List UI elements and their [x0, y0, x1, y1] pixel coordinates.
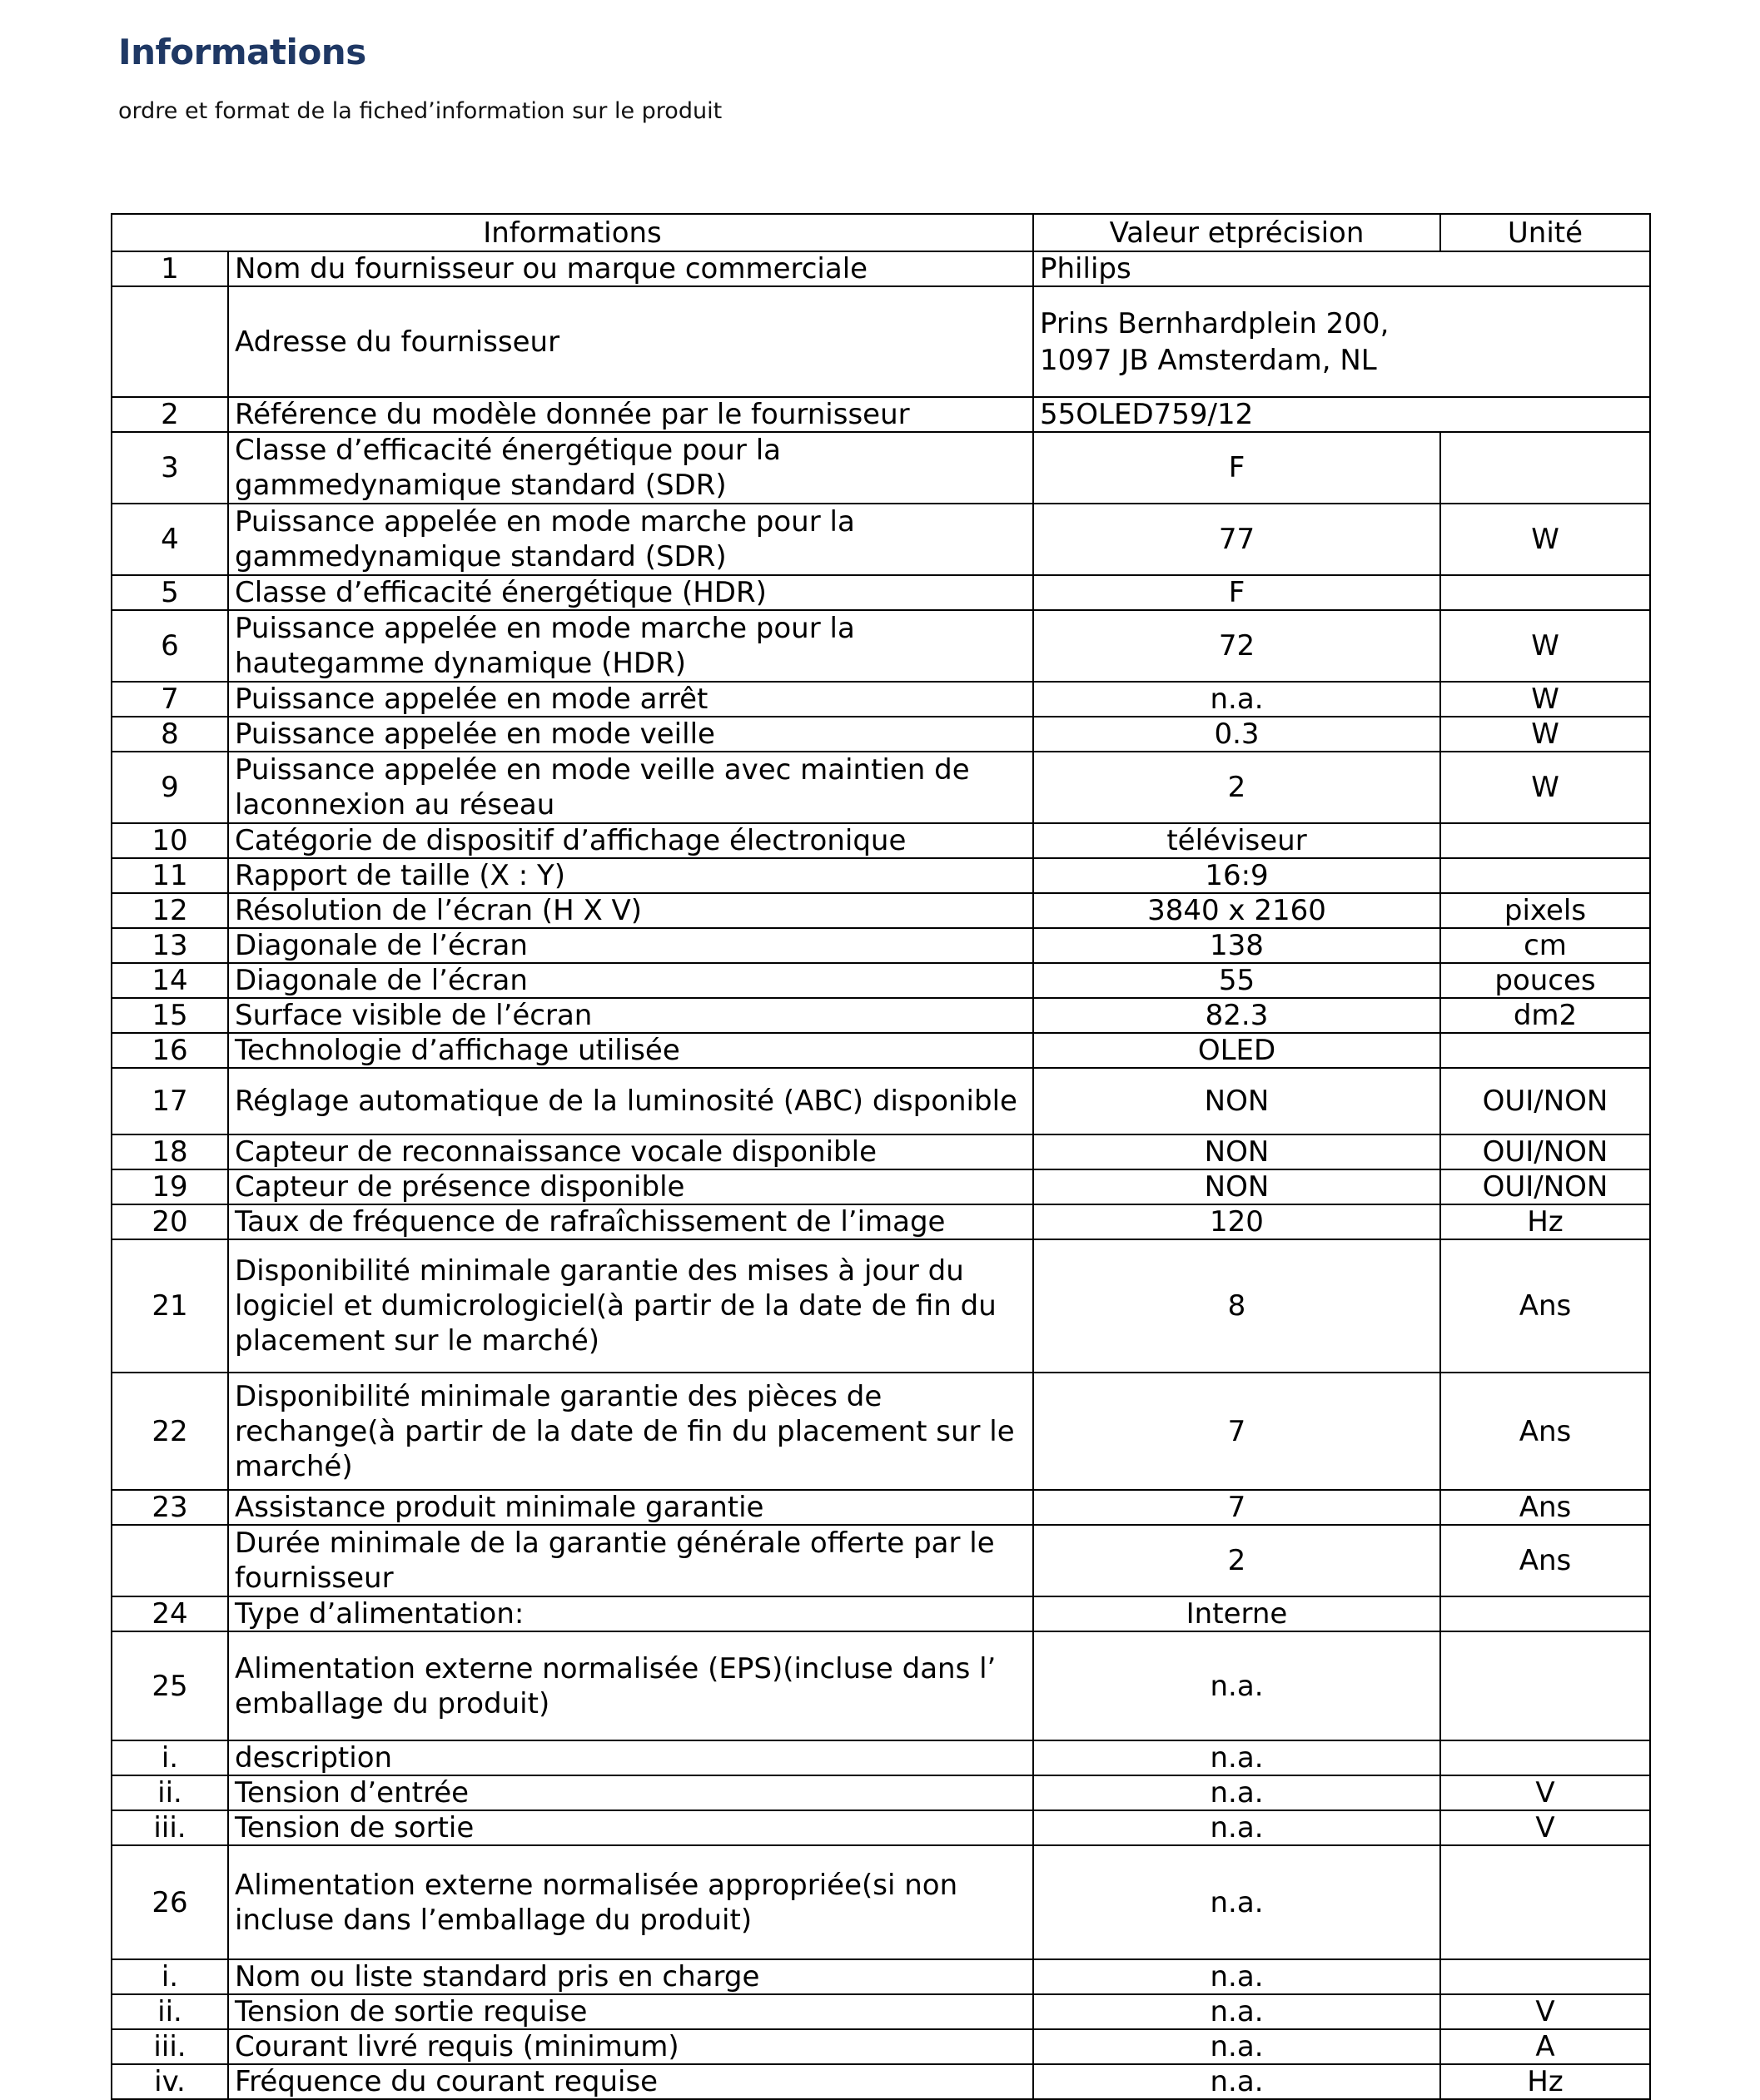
table-row [112, 1596, 1650, 1631]
table-row [112, 1525, 1650, 1596]
row-value: n.a. [1033, 1631, 1440, 1740]
row-label: Disponibilité minimale garantie des pièces de rechange(à partir de la date de fin du placement sur le marché) [228, 1373, 1033, 1490]
row-number: 11 [112, 858, 228, 893]
row-value: 16:9 [1033, 858, 1440, 893]
row-label: Référence du modèle donnée par le fournisseur [228, 397, 1033, 432]
row-value: F [1033, 432, 1440, 504]
row-unit: OUI/NON [1440, 1068, 1650, 1134]
table-row [112, 682, 1650, 717]
row-number: i. [112, 1959, 228, 1994]
row-value: n.a. [1033, 2029, 1440, 2064]
row-value: 55OLED759/12 [1033, 397, 1650, 432]
row-label: Adresse du fournisseur [228, 286, 1033, 397]
table-row [112, 2064, 1650, 2099]
header-info: Informations [112, 214, 1033, 251]
row-number: ii. [112, 1775, 228, 1810]
row-number: 26 [112, 1845, 228, 1959]
table-row [112, 717, 1650, 752]
row-label: Surface visible de l’écran [228, 998, 1033, 1033]
row-number: 24 [112, 1596, 228, 1631]
row-number: iii. [112, 1810, 228, 1845]
row-unit [1440, 1845, 1650, 1959]
row-value: Philips [1033, 251, 1650, 286]
row-value: 138 [1033, 928, 1440, 963]
row-value: n.a. [1033, 1994, 1440, 2029]
row-unit: W [1440, 717, 1650, 752]
row-unit: OUI/NON [1440, 1134, 1650, 1169]
row-label: Tension d’entrée [228, 1775, 1033, 1810]
row-unit: pouces [1440, 963, 1650, 998]
row-label: Réglage automatique de la luminosité (ABC) disponible [228, 1068, 1033, 1134]
row-number: iv. [112, 2064, 228, 2099]
table-row [112, 1373, 1650, 1490]
row-number: 14 [112, 963, 228, 998]
row-unit [1440, 432, 1650, 504]
row-label: Courant livré requis (minimum) [228, 2029, 1033, 2064]
row-number: 9 [112, 752, 228, 823]
row-value: n.a. [1033, 1959, 1440, 1994]
row-unit [1440, 1740, 1650, 1775]
row-number: 17 [112, 1068, 228, 1134]
table-row [112, 1740, 1650, 1775]
table-row [112, 1134, 1650, 1169]
table-header-row [112, 214, 1650, 251]
row-label: Nom ou liste standard pris en charge [228, 1959, 1033, 1994]
row-number: i. [112, 1740, 228, 1775]
row-value: n.a. [1033, 2064, 1440, 2099]
table-row [112, 893, 1650, 928]
row-label: description [228, 1740, 1033, 1775]
row-number: 20 [112, 1204, 228, 1239]
table-row [112, 1033, 1650, 1068]
row-label: Tension de sortie requise [228, 1994, 1033, 2029]
row-label: Rapport de taille (X : Y) [228, 858, 1033, 893]
table-row [112, 1845, 1650, 1959]
row-value: 3840 x 2160 [1033, 893, 1440, 928]
row-unit [1440, 1959, 1650, 1994]
row-number: 22 [112, 1373, 228, 1490]
row-unit [1440, 1631, 1650, 1740]
row-number: ii. [112, 1994, 228, 2029]
row-unit: Ans [1440, 1373, 1650, 1490]
row-value: 120 [1033, 1204, 1440, 1239]
row-value: Interne [1033, 1596, 1440, 1631]
row-label: Tension de sortie [228, 1810, 1033, 1845]
row-unit: cm [1440, 928, 1650, 963]
row-value: 77 [1033, 504, 1440, 575]
address-line-2: 1097 JB Amsterdam, NL [1040, 343, 1377, 377]
table-row [112, 610, 1650, 682]
row-label: Classe d’efficacité énergétique (HDR) [228, 575, 1033, 610]
table-row [112, 1631, 1650, 1740]
table-row [112, 1810, 1650, 1845]
row-unit: dm2 [1440, 998, 1650, 1033]
row-label: Puissance appelée en mode marche pour la gammedynamique standard (SDR) [228, 504, 1033, 575]
row-value: 0.3 [1033, 717, 1440, 752]
row-unit: Hz [1440, 1204, 1650, 1239]
row-label: Nom du fournisseur ou marque commerciale [228, 251, 1033, 286]
row-unit: V [1440, 1994, 1650, 2029]
row-number: 21 [112, 1239, 228, 1373]
row-label: Assistance produit minimale garantie [228, 1490, 1033, 1525]
table-row [112, 963, 1650, 998]
row-unit: Ans [1440, 1525, 1650, 1596]
row-number: 10 [112, 823, 228, 858]
row-value: téléviseur [1033, 823, 1440, 858]
row-unit: W [1440, 610, 1650, 682]
row-unit: W [1440, 682, 1650, 717]
row-value [1033, 286, 1650, 397]
table-row [112, 432, 1650, 504]
table-row [112, 823, 1650, 858]
row-value: OLED [1033, 1033, 1440, 1068]
row-unit: A [1440, 2029, 1650, 2064]
row-value: 82.3 [1033, 998, 1440, 1033]
row-label: Alimentation externe normalisée (EPS)(incluse dans l’ emballage du produit) [228, 1631, 1033, 1740]
row-unit [1440, 575, 1650, 610]
row-number: 18 [112, 1134, 228, 1169]
table-row [112, 1490, 1650, 1525]
row-unit: Ans [1440, 1490, 1650, 1525]
row-number: 15 [112, 998, 228, 1033]
row-unit: W [1440, 752, 1650, 823]
row-number [112, 286, 228, 397]
row-unit: V [1440, 1775, 1650, 1810]
row-value: NON [1033, 1068, 1440, 1134]
row-label: Type d’alimentation: [228, 1596, 1033, 1631]
row-value: 2 [1033, 1525, 1440, 1596]
row-number: 12 [112, 893, 228, 928]
row-unit: V [1440, 1810, 1650, 1845]
row-number: 16 [112, 1033, 228, 1068]
header-unit: Unité [1440, 214, 1650, 251]
row-number: 13 [112, 928, 228, 963]
row-label: Puissance appelée en mode marche pour la hautegamme dynamique (HDR) [228, 610, 1033, 682]
row-unit [1440, 823, 1650, 858]
row-value: 2 [1033, 752, 1440, 823]
address-line-1: Prins Bernhardplein 200, [1040, 306, 1390, 340]
table-row [112, 2029, 1650, 2064]
row-label: Disponibilité minimale garantie des mises à jour du logiciel et dumicrologiciel(à partir de la date de fin du placement sur le marché) [228, 1239, 1033, 1373]
table-row [112, 1994, 1650, 2029]
header-value: Valeur etprécision [1033, 214, 1440, 251]
table-row [112, 1775, 1650, 1810]
row-unit: W [1440, 504, 1650, 575]
row-number: 4 [112, 504, 228, 575]
row-label: Technologie d’affichage utilisée [228, 1033, 1033, 1068]
row-number: 8 [112, 717, 228, 752]
row-label: Catégorie de dispositif d’affichage électronique [228, 823, 1033, 858]
row-number: 23 [112, 1490, 228, 1525]
row-label: Taux de fréquence de rafraîchissement de l’image [228, 1204, 1033, 1239]
row-number: 19 [112, 1169, 228, 1204]
table-row [112, 1068, 1650, 1134]
table-row-supplier-address [112, 286, 1650, 397]
table-row [112, 998, 1650, 1033]
row-value: NON [1033, 1134, 1440, 1169]
table-row-supplier-name [112, 251, 1650, 286]
product-info-table [111, 213, 1651, 2100]
page-title: Informations [118, 32, 366, 72]
row-unit [1440, 1033, 1650, 1068]
row-value: n.a. [1033, 1775, 1440, 1810]
table-row [112, 1959, 1650, 1994]
table-row [112, 1204, 1650, 1239]
table-row [112, 1169, 1650, 1204]
row-unit: Hz [1440, 2064, 1650, 2099]
row-number: 2 [112, 397, 228, 432]
row-unit: Ans [1440, 1239, 1650, 1373]
row-label: Diagonale de l’écran [228, 928, 1033, 963]
row-unit [1440, 858, 1650, 893]
row-number [112, 1525, 228, 1596]
row-value: n.a. [1033, 682, 1440, 717]
row-label: Fréquence du courant requise [228, 2064, 1033, 2099]
row-number: iii. [112, 2029, 228, 2064]
row-number: 7 [112, 682, 228, 717]
table-row [112, 1239, 1650, 1373]
table-row [112, 928, 1650, 963]
row-value: F [1033, 575, 1440, 610]
row-value: n.a. [1033, 1810, 1440, 1845]
row-label: Alimentation externe normalisée appropriée(si non incluse dans l’emballage du produit) [228, 1845, 1033, 1959]
row-number: 3 [112, 432, 228, 504]
row-value: 55 [1033, 963, 1440, 998]
row-value: 7 [1033, 1490, 1440, 1525]
row-unit: OUI/NON [1440, 1169, 1650, 1204]
row-value: 7 [1033, 1373, 1440, 1490]
row-label: Résolution de l’écran (H X V) [228, 893, 1033, 928]
row-value: NON [1033, 1169, 1440, 1204]
row-unit [1440, 1596, 1650, 1631]
row-label: Capteur de reconnaissance vocale disponible [228, 1134, 1033, 1169]
row-number: 5 [112, 575, 228, 610]
row-number: 6 [112, 610, 228, 682]
row-label: Classe d’efficacité énergétique pour la gammedynamique standard (SDR) [228, 432, 1033, 504]
table-row [112, 858, 1650, 893]
row-value: 72 [1033, 610, 1440, 682]
row-value: n.a. [1033, 1740, 1440, 1775]
row-unit: pixels [1440, 893, 1650, 928]
table-row [112, 504, 1650, 575]
row-label: Diagonale de l’écran [228, 963, 1033, 998]
row-label: Puissance appelée en mode arrêt [228, 682, 1033, 717]
page-subtitle: ordre et format de la fiched’information sur le produit [118, 98, 723, 124]
row-label: Puissance appelée en mode veille [228, 717, 1033, 752]
row-number: 1 [112, 251, 228, 286]
row-label: Puissance appelée en mode veille avec maintien de laconnexion au réseau [228, 752, 1033, 823]
row-value: 8 [1033, 1239, 1440, 1373]
table-row-model-reference [112, 397, 1650, 432]
row-value: n.a. [1033, 1845, 1440, 1959]
table-row [112, 752, 1650, 823]
row-number: 25 [112, 1631, 228, 1740]
row-label: Capteur de présence disponible [228, 1169, 1033, 1204]
table-row [112, 575, 1650, 610]
row-label: Durée minimale de la garantie générale offerte par le fournisseur [228, 1525, 1033, 1596]
